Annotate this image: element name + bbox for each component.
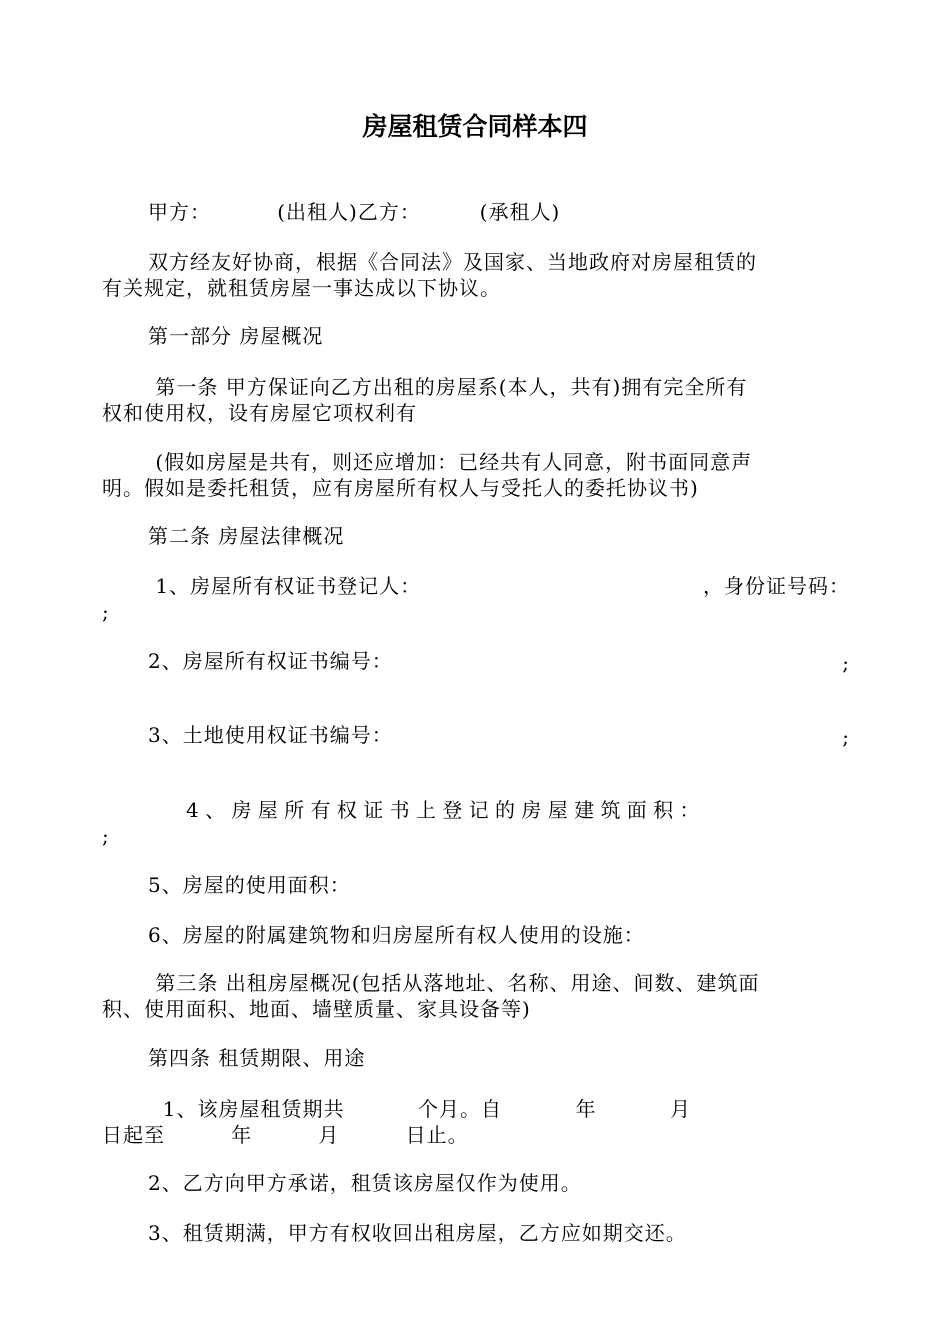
item5-label: 5、房屋的使用面积： — [148, 873, 351, 897]
item2-end: ; — [842, 651, 850, 675]
note-line-2: 明。假如是委托租赁，应有房屋所有权人与受托人的委托协议书) — [102, 476, 699, 500]
article1-line-1: 第一条 甲方保证向乙方出租的房屋系(本人，共有)拥有完全所有 — [148, 375, 748, 399]
note-line-1: (假如房屋是共有，则还应增加：已经共有人同意，附书面同意声 — [148, 450, 753, 474]
article1-line-2: 权和使用权，设有房屋它项权利有 — [102, 401, 417, 425]
item1-end: ; — [102, 600, 110, 624]
article3-line-1: 第三条 出租房屋概况(包括从落地址、名称、用途、间数、建筑面 — [148, 971, 760, 995]
item2-label: 2、房屋所有权证书编号： — [148, 649, 393, 673]
item1-id-label: ，身份证号码： — [703, 574, 850, 598]
article2-heading: 第二条 房屋法律概况 — [148, 524, 345, 548]
item4-label: 4 、 房 屋 所 有 权 证 书 上 登 记 的 房 屋 建 筑 面 积 ： — [186, 798, 700, 822]
intro-line-2: 有关规定，就租赁房屋一事达成以下协议。 — [102, 276, 501, 300]
term2-line: 2、乙方向甲方承诺，租赁该房屋仅作为使用。 — [148, 1171, 582, 1195]
item4-end: ; — [102, 824, 110, 848]
item3-label: 3、土地使用权证书编号： — [148, 723, 393, 747]
term1-line-1: 1、该房屋租赁期共 个月。自 年 月 — [148, 1097, 692, 1121]
article4-heading: 第四条 租赁期限、用途 — [148, 1046, 366, 1070]
article3-line-2: 积、使用面积、地面、墙壁质量、家具设备等) — [102, 997, 531, 1021]
item3-end: ; — [842, 725, 850, 749]
item1-label: 1、房屋所有权证书登记人： — [148, 574, 422, 598]
intro-line-1: 双方经友好协商，根据《合同法》及国家、当地政府对房屋租赁的 — [148, 250, 757, 274]
term3-line: 3、租赁期满，甲方有权收回出租房屋，乙方应如期交还。 — [148, 1221, 687, 1245]
item6-label: 6、房屋的附属建筑物和归房屋所有权人使用的设施： — [148, 923, 645, 947]
part1-heading: 第一部分 房屋概况 — [148, 324, 324, 348]
term1-line-2: 日起至 年 月 日止。 — [102, 1123, 469, 1147]
parties-line: 甲方： (出租人)乙方： (承租人) — [148, 200, 561, 224]
document-title: 房屋租赁合同样本四 — [362, 112, 588, 141]
